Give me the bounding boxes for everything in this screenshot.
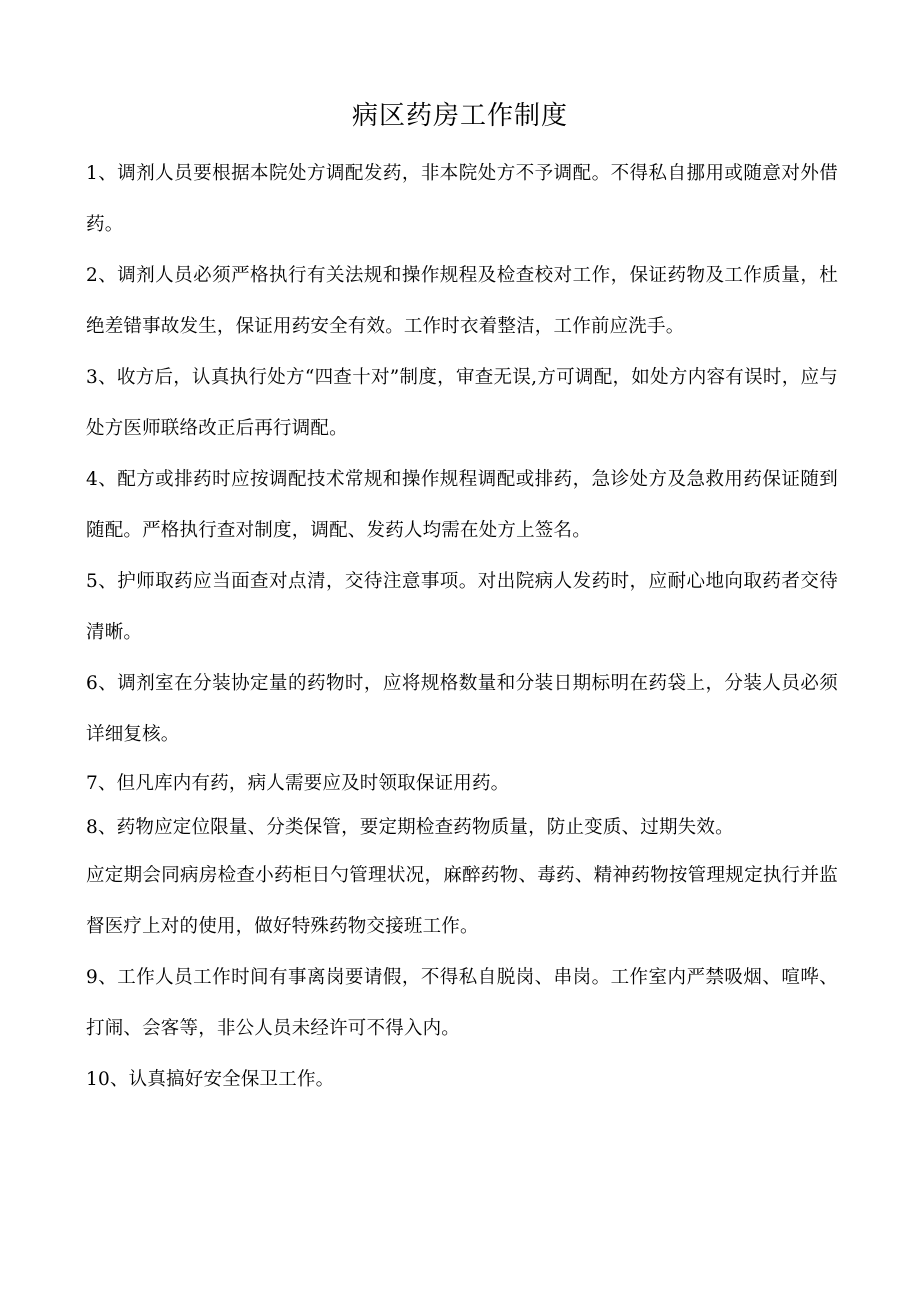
document-body bbox=[86, 148, 838, 1105]
paragraph-6: 6、调剂室在分装协定量的药物时，应将规格数量和分装日期标明在药袋上，分装人员必须详细复核。 bbox=[86, 673, 838, 745]
paragraph-8: 8、药物应定位限量、分类保管，要定期检查药物质量，防止变质、过期失效。 bbox=[86, 817, 734, 838]
paragraph-2: 2、调剂人员必须严格执行有关法规和操作规程及检查校对工作，保证药物及工作质量，杜绝差错事故发生，保证用药安全有效。工作时衣着整洁，工作前应洗手。 bbox=[86, 265, 838, 337]
paragraph-7: 7、但凡库内有药，病人需要应及时领取保证用药。 bbox=[86, 773, 510, 794]
paragraph-5: 5、护师取药应当面查对点清，交待注意事项。对出院病人发药时，应耐心地向取药者交待清晰。 bbox=[86, 571, 838, 643]
paragraph-10: 10、认真搞好安全保卫工作。 bbox=[86, 1069, 335, 1090]
paragraph-3: 3、收方后，认真执行处方“四查十对”制度，审查无误,方可调配，如处方内容有误时，应与处方医师联络改正后再行调配。 bbox=[86, 367, 838, 439]
document-title: 病区药房工作制度 bbox=[351, 101, 568, 131]
paragraph-1: 1、调剂人员要根据本院处方调配发药，非本院处方不予调配。不得私自挪用或随意对外借药。 bbox=[86, 163, 838, 235]
paragraph-4: 4、配方或排药时应按调配技术常规和操作规程调配或排药，急诊处方及急救用药保证随到随配。严格执行查对制度，调配、发药人均需在处方上签名。 bbox=[86, 469, 838, 541]
paragraph-9: 9、工作人员工作时间有事离岗要请假，不得私自脱岗、串岗。工作室内严禁吸烟、喧哗、打闹、会客等，非公人员未经许可不得入内。 bbox=[86, 967, 838, 1039]
paragraph-8-continued: 应定期会同病房检查小药柜日勺管理状况，麻醉药物、毒药、精神药物按管理规定执行并监督医疗上对的使用，做好特殊药物交接班工作。 bbox=[86, 865, 838, 937]
